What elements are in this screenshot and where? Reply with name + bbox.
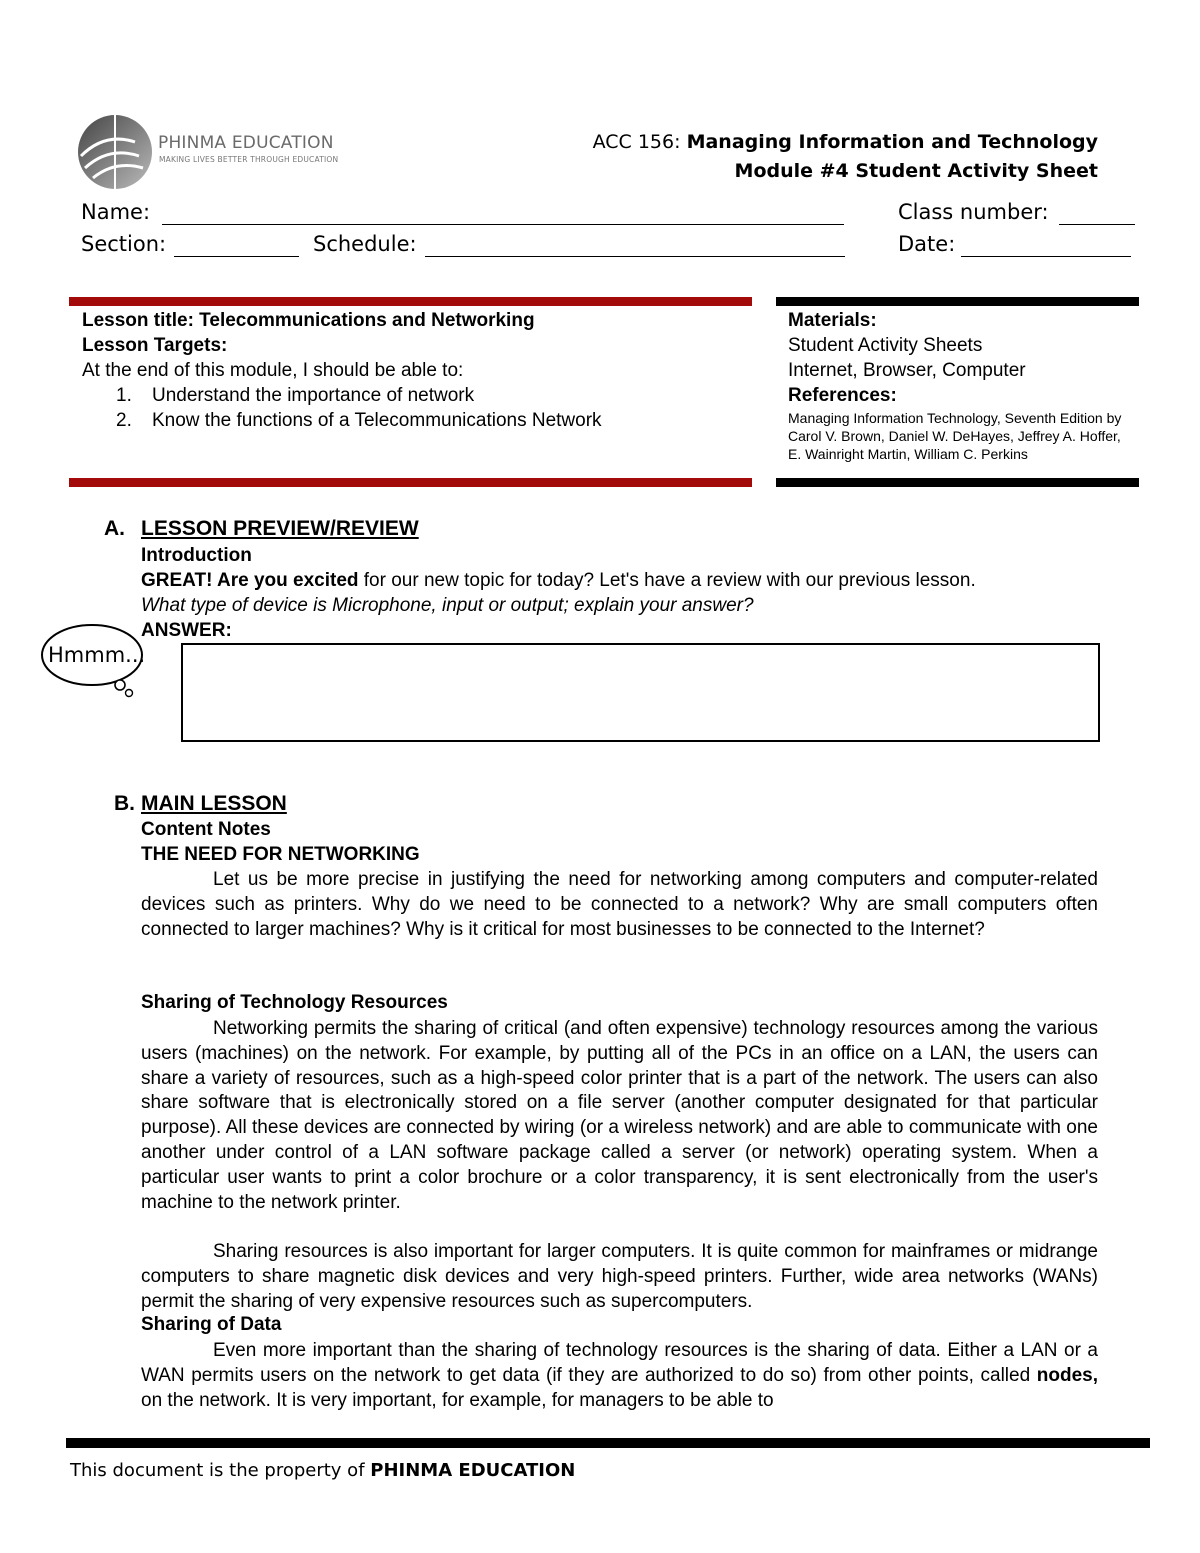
reference-text: Managing Information Technology, Seventh Edition by Carol V. Brown, Daniel W. DeHayes, Jeffrey A. Hoffer, E. Wainright Martin, William C. Perkins (788, 410, 1122, 462)
footer-owner: PHINMA EDUCATION (370, 1460, 576, 1481)
targets-intro: At the end of this module, I should be able to: (82, 360, 464, 381)
material-item: Student Activity Sheets (788, 335, 983, 356)
schedule-field[interactable] (425, 256, 845, 257)
review-question: What type of device is Microphone, input or output; explain your answer? (141, 595, 754, 616)
materials-label: Materials: (788, 310, 877, 331)
course-title: Managing Information and Technology (686, 131, 1098, 153)
target-number: 2. (116, 410, 132, 431)
section-label: Section: (81, 232, 167, 256)
class-number-label: Class number: (898, 200, 1049, 224)
lesson-top-bar (69, 297, 752, 306)
date-field[interactable] (961, 256, 1131, 257)
content-notes-label: Content Notes (141, 819, 271, 840)
footer-bar (66, 1438, 1150, 1448)
sharing-data-paragraph: Even more important than the sharing of technology resources is the sharing of data. Either a LAN or a WAN permits users on the network to get data (if they are authorized to do so) from other points, called nodes, on the network. It is very important, for example, for managers to be able to (141, 1340, 1098, 1411)
section-a-letter: A. (104, 517, 125, 540)
intro-label: Introduction (141, 545, 252, 566)
materials-box (788, 308, 1133, 463)
sharing-tech-paragraph-2: Sharing resources is also important for larger computers. It is quite common for mainframes or midrange computers to share magnetic disk devices and very high-speed printers. Further, wide area networks (WANs) permit the sharing of very expensive resources such as supercomputers. (141, 1241, 1098, 1312)
sharing-tech-heading: Sharing of Technology Resources (141, 992, 448, 1013)
materials-top-bar (776, 297, 1139, 306)
lesson-bottom-bar (69, 478, 752, 487)
module-title: Module #4 Student Activity Sheet (734, 160, 1098, 182)
schedule-label: Schedule: (313, 232, 417, 256)
answer-box[interactable] (181, 643, 1100, 742)
section-b-letter: B. (114, 792, 135, 815)
need-heading: THE NEED FOR NETWORKING (141, 844, 420, 865)
answer-label: ANSWER: (141, 620, 232, 641)
name-field[interactable] (162, 224, 844, 225)
logo-name: PHINMA EDUCATION (158, 133, 334, 153)
targets-label: Lesson Targets: (82, 335, 228, 356)
nodes-term: nodes, (1036, 1364, 1098, 1386)
section-b-heading: MAIN LESSON (141, 792, 287, 815)
great-line (141, 570, 976, 592)
course-line (593, 131, 1098, 153)
section-a-heading: LESSON PREVIEW/REVIEW (141, 517, 419, 540)
logo-tagline: MAKING LIVES BETTER THROUGH EDUCATION (159, 155, 339, 164)
footer-text (70, 1460, 575, 1481)
need-paragraph: Let us be more precise in justifying the need for networking among computers and computer-related devices such as printers. Why do we need to be connected to a network? Why are small computers often connected to larger machines? Why is it critical for most businesses to be connected to the Internet? (141, 869, 1098, 940)
great-bold: GREAT! Are you excited (141, 570, 359, 591)
great-rest: for our new topic for today? Let's have a review with our previous lesson. (358, 570, 976, 591)
date-label: Date: (898, 232, 956, 256)
material-item: Internet, Browser, Computer (788, 360, 1026, 381)
lesson-title: Lesson title: Telecommunications and Networking (82, 310, 535, 331)
target-number: 1. (116, 385, 132, 406)
references-label: References: (788, 385, 897, 406)
materials-bottom-bar (776, 478, 1139, 487)
bubble-text: Hmmm... (48, 643, 146, 667)
target-item: 1. Understand the importance of network (116, 385, 475, 406)
course-code: ACC 156: (592, 131, 681, 153)
target-item: 2. Know the functions of a Telecommunications Network (116, 410, 602, 431)
lesson-box (82, 308, 742, 433)
sharing-tech-paragraph-1: Networking permits the sharing of critical (and often expensive) technology resources among the various users (machines) on the network. For example, by putting all of the PCs in an office on a LAN, the users can share a variety of resources, such as a high-speed color printer that is a part of the network. The users can also share software that is electronically stored on a file server (another computer designated for that particular purpose). All these devices are connected by wiring (or a wireless network) and are able to communicate with one another under control of a LAN software package called a server (or network) operating system. When a particular user wants to print a color brochure or a color transparency, it is sent electronically from the user's machine to the network printer. (141, 1018, 1098, 1213)
class-number-field[interactable] (1059, 224, 1135, 225)
name-label: Name: (81, 200, 151, 224)
footer-prefix: This document is the property of (70, 1460, 371, 1481)
sharing-data-heading: Sharing of Data (141, 1314, 282, 1335)
section-field[interactable] (174, 256, 299, 257)
